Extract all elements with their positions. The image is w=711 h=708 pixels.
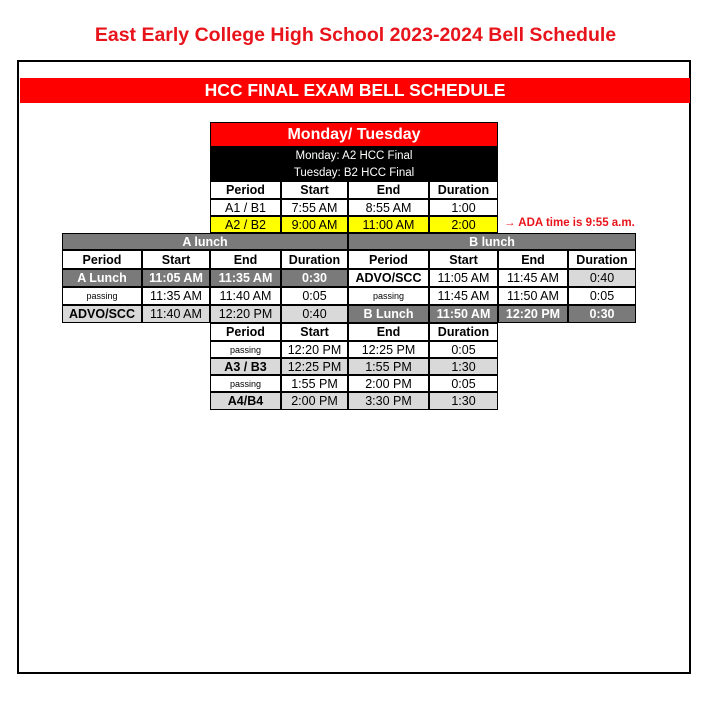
a-lunch-start: 11:05 AM <box>142 269 210 287</box>
table-row-duration: 1:30 <box>429 392 498 410</box>
day-header: Monday/ Tuesday <box>210 122 498 147</box>
ada-note: → ADA time is 9:55 a.m. <box>504 217 635 229</box>
table-row-duration: 1:00 <box>429 199 498 216</box>
table-row-period: passing <box>210 375 281 392</box>
a-lunch-start: 11:35 AM <box>142 287 210 305</box>
b-lunch-start: 11:45 AM <box>429 287 498 305</box>
page-title: East Early College High School 2023-2024 Bell Schedule <box>94 24 617 46</box>
b-lunch-col-duration: Duration <box>568 250 636 269</box>
table-row-start: 9:00 AM <box>281 216 348 233</box>
table-row-duration: 1:30 <box>429 358 498 375</box>
a-lunch-end: 11:40 AM <box>210 287 281 305</box>
b-lunch-header: B lunch <box>348 233 636 250</box>
col-header-duration: Duration <box>429 181 498 199</box>
col-header-period: Period <box>210 181 281 199</box>
table-row-end: 12:25 PM <box>348 341 429 358</box>
b-lunch-end: 12:20 PM <box>498 305 568 323</box>
b-lunch-col-start: Start <box>429 250 498 269</box>
table-row-start: 2:00 PM <box>281 392 348 410</box>
day-note-tuesday: Tuesday: B2 HCC Final <box>210 164 498 181</box>
pm-col-duration: Duration <box>429 323 498 341</box>
a-lunch-duration: 0:05 <box>281 287 348 305</box>
b-lunch-start: 11:50 AM <box>429 305 498 323</box>
col-header-end: End <box>348 181 429 199</box>
b-lunch-period: ADVO/SCC <box>348 269 429 287</box>
table-row-start: 7:55 AM <box>281 199 348 216</box>
a-lunch-duration: 0:40 <box>281 305 348 323</box>
table-row-end: 2:00 PM <box>348 375 429 392</box>
schedule-banner: HCC FINAL EXAM BELL SCHEDULE <box>20 78 690 103</box>
table-row-duration: 0:05 <box>429 375 498 392</box>
table-row-end: 8:55 AM <box>348 199 429 216</box>
table-row-period: A4/B4 <box>210 392 281 410</box>
b-lunch-period: passing <box>348 287 429 305</box>
b-lunch-duration: 0:30 <box>568 305 636 323</box>
table-row-duration: 0:05 <box>429 341 498 358</box>
a-lunch-period: A Lunch <box>62 269 142 287</box>
a-lunch-duration: 0:30 <box>281 269 348 287</box>
col-header-start: Start <box>281 181 348 199</box>
pm-col-period: Period <box>210 323 281 341</box>
pm-col-end: End <box>348 323 429 341</box>
b-lunch-col-period: Period <box>348 250 429 269</box>
a-lunch-col-start: Start <box>142 250 210 269</box>
a-lunch-header: A lunch <box>62 233 348 250</box>
b-lunch-end: 11:50 AM <box>498 287 568 305</box>
table-row-period: A1 / B1 <box>210 199 281 216</box>
table-row-end: 11:00 AM <box>348 216 429 233</box>
table-row-end: 3:30 PM <box>348 392 429 410</box>
table-row-duration: 2:00 <box>429 216 498 233</box>
table-row-period: A3 / B3 <box>210 358 281 375</box>
table-row-start: 12:25 PM <box>281 358 348 375</box>
a-lunch-end: 11:35 AM <box>210 269 281 287</box>
a-lunch-period: ADVO/SCC <box>62 305 142 323</box>
b-lunch-end: 11:45 AM <box>498 269 568 287</box>
a-lunch-col-duration: Duration <box>281 250 348 269</box>
b-lunch-duration: 0:40 <box>568 269 636 287</box>
b-lunch-duration: 0:05 <box>568 287 636 305</box>
table-row-start: 1:55 PM <box>281 375 348 392</box>
a-lunch-end: 12:20 PM <box>210 305 281 323</box>
a-lunch-period: passing <box>62 287 142 305</box>
day-note-monday: Monday: A2 HCC Final <box>210 147 498 164</box>
b-lunch-start: 11:05 AM <box>429 269 498 287</box>
table-row-period: A2 / B2 <box>210 216 281 233</box>
table-row-period: passing <box>210 341 281 358</box>
pm-col-start: Start <box>281 323 348 341</box>
b-lunch-col-end: End <box>498 250 568 269</box>
b-lunch-period: B Lunch <box>348 305 429 323</box>
a-lunch-start: 11:40 AM <box>142 305 210 323</box>
a-lunch-col-period: Period <box>62 250 142 269</box>
table-row-end: 1:55 PM <box>348 358 429 375</box>
a-lunch-col-end: End <box>210 250 281 269</box>
table-row-start: 12:20 PM <box>281 341 348 358</box>
